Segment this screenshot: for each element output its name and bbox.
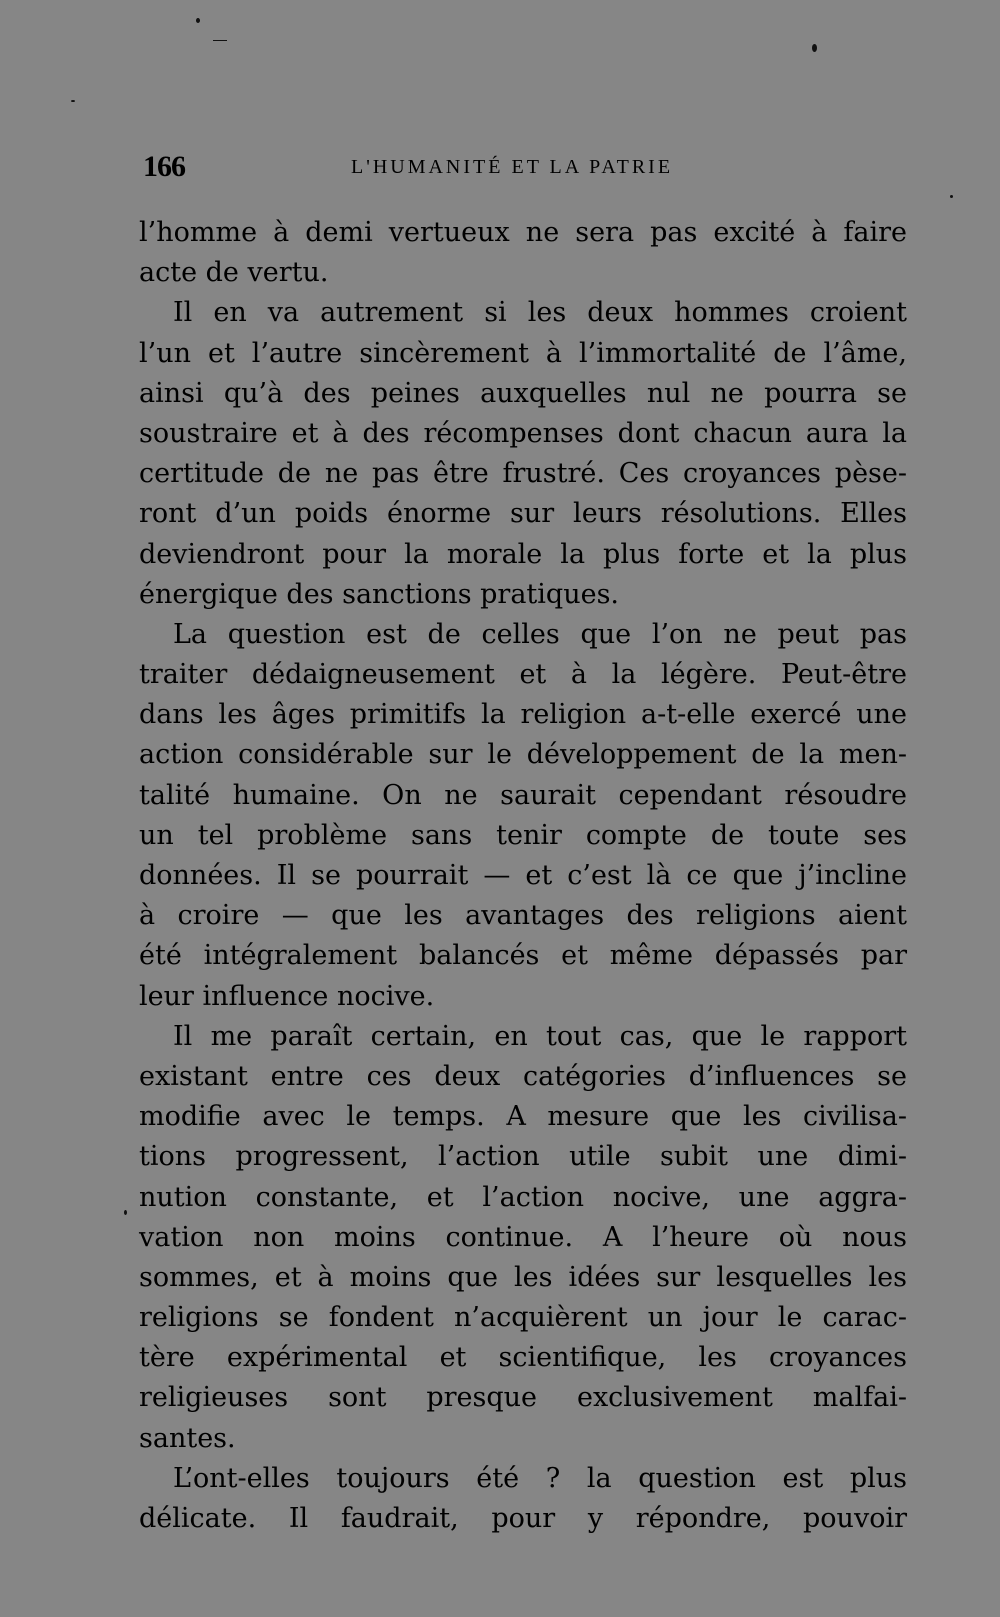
text-line: sommes, et à moins que les idées sur lesquelles les <box>139 1261 907 1293</box>
text-line: nution constante, et l’action nocive, une aggra- <box>139 1181 907 1213</box>
text-line: soustraire et à des récompenses dont chacun aura la <box>139 417 907 449</box>
ink-speck <box>71 100 75 102</box>
text-line: à croire — que les avantages des religions aient <box>139 900 907 932</box>
text-line: deviendront pour la morale la plus forte et la plus <box>139 538 907 570</box>
text-line: Il me paraît certain, en tout cas, que le rapport <box>173 1020 907 1052</box>
text-line: existant entre ces deux catégories d’influences se <box>139 1060 907 1092</box>
text-line: traiter dédaigneusement et à la légère. Peut-être <box>139 659 907 691</box>
ink-speck <box>812 44 817 52</box>
text-line: L’ont-elles toujours été ? la question est plus <box>173 1462 907 1494</box>
page-number: 166 <box>143 150 185 183</box>
body-text <box>139 213 907 1539</box>
text-line: vation non moins continue. A l’heure où nous <box>139 1221 907 1253</box>
text-line: un tel problème sans tenir compte de toute ses <box>139 819 907 851</box>
text-line: données. Il se pourrait — et c’est là ce que j’incline <box>139 860 907 891</box>
text-line: ainsi qu’à des peines auxquelles nul ne pourra se <box>139 377 907 409</box>
text-line: santes. <box>139 1422 236 1454</box>
text-line: délicate. Il faudrait, pour y répondre, pouvoir <box>139 1503 907 1534</box>
ink-speck <box>213 40 227 41</box>
text-line: Il en va autrement si les deux hommes croient <box>173 297 907 329</box>
text-line: leur influence nocive. <box>139 980 435 1012</box>
text-line: l’homme à demi vertueux ne sera pas excité à faire <box>139 217 907 248</box>
running-header <box>143 150 913 190</box>
text-line: action considérable sur le développement de la men- <box>139 739 907 771</box>
ink-speck <box>124 1210 127 1215</box>
text-line: l’un et l’autre sincèrement à l’immortalité de l’âme, <box>139 337 907 369</box>
text-line: dans les âges primitifs la religion a-t-elle exercé une <box>139 699 907 731</box>
text-line: tions progressent, l’action utile subit une dimi- <box>139 1141 907 1173</box>
text-line: certitude de ne pas être frustré. Ces croyances pèse- <box>139 458 907 490</box>
ink-speck <box>950 195 953 198</box>
text-line: religieuses sont presque exclusivement malfai- <box>139 1382 907 1414</box>
text-line: La question est de celles que l’on ne peut pas <box>173 618 907 650</box>
text-line: religions se fondent n’acquièrent un jour le carac- <box>139 1302 907 1334</box>
running-title: L'HUMANITÉ ET LA PATRIE <box>351 156 674 178</box>
text-line: tère expérimental et scientifique, les croyances <box>139 1342 907 1374</box>
text-line: énergique des sanctions pratiques. <box>139 578 620 610</box>
text-line: talité humaine. On ne saurait cependant résoudre <box>139 779 907 811</box>
text-line: acte de vertu. <box>139 257 329 289</box>
text-line: ront d’un poids énorme sur leurs résolutions. Elles <box>139 498 907 530</box>
text-line: modifie avec le temps. A mesure que les civilisa- <box>139 1101 907 1133</box>
text-line: été intégralement balancés et même dépassés par <box>139 940 907 972</box>
ink-speck <box>196 18 200 23</box>
